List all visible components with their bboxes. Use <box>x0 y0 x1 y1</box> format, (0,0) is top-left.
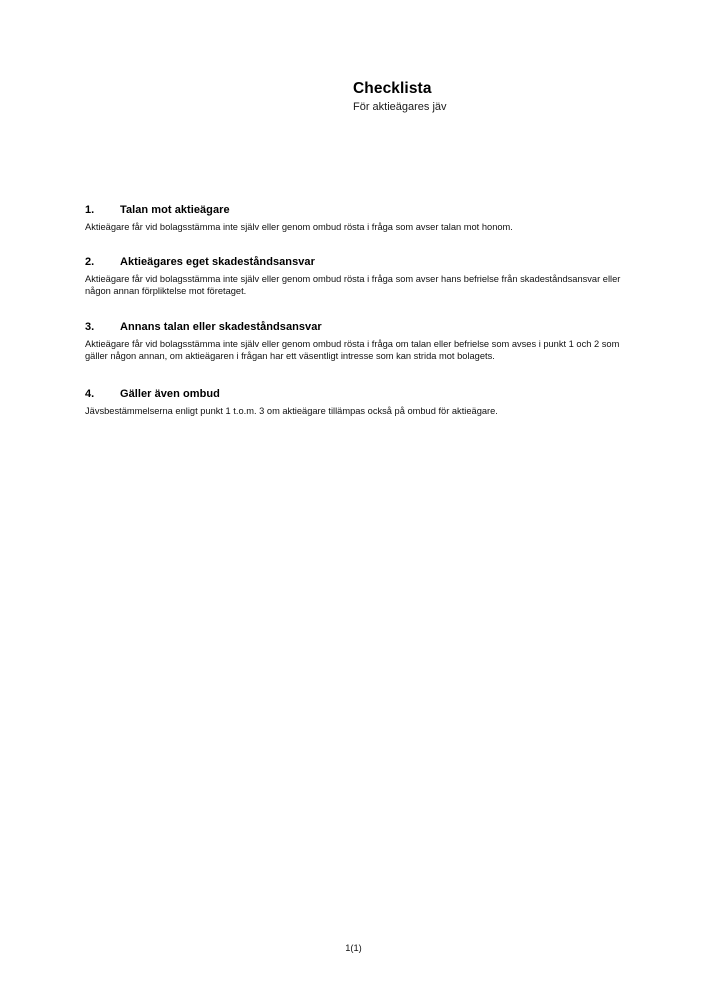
document-header <box>353 80 653 114</box>
section-body-3: Aktieägare får vid bolagsstämma inte själv eller genom ombud rösta i fråga om talan eller befrielse som avses i punkt 1 och 2 som gäller någon annan, om aktieägaren i frågan har ett väsentligt intresse som kan strida mot bolagets. <box>85 338 620 361</box>
section-title-3: Annans talan eller skadeståndsansvar <box>120 320 322 333</box>
section-title-2: Aktieägares eget skadeståndsansvar <box>120 256 315 269</box>
section-number-2: 2. <box>85 256 95 269</box>
checklist-section-2 <box>85 255 621 297</box>
section-body-2: Aktieägare får vid bolagsstämma inte själv eller genom ombud rösta i fråga som avser hans befrielse från skadeståndsansvar eller någon annan förpliktelse mot företaget. <box>85 274 621 297</box>
checklist-section-1 <box>85 203 621 233</box>
checklist-section-3 <box>85 320 621 362</box>
page-title: Checklista <box>353 80 432 97</box>
checklist-section-4 <box>85 387 621 417</box>
page-number: 1(1) <box>345 943 362 953</box>
section-title-1: Talan mot aktieägare <box>120 204 230 216</box>
page-subtitle: För aktieägares jäv <box>353 101 447 113</box>
section-body-4: Jävsbestämmelserna enligt punkt 1 t.o.m. 3 om aktieägare tillämpas också på ombud för aktieägare. <box>85 406 498 417</box>
section-body-1: Aktieägare får vid bolagsstämma inte själv eller genom ombud rösta i fråga som avser talan mot honom. <box>85 222 513 232</box>
section-number-3: 3. <box>85 320 95 333</box>
section-number-1: 1. <box>85 204 95 216</box>
document-footer <box>0 942 707 954</box>
section-number-4: 4. <box>85 388 95 401</box>
section-heading-1 <box>85 203 621 217</box>
section-heading-4 <box>85 387 621 401</box>
section-heading-2 <box>85 255 621 269</box>
section-heading-3 <box>85 320 621 334</box>
section-title-4: Gäller även ombud <box>120 388 220 401</box>
document-content <box>85 203 621 417</box>
